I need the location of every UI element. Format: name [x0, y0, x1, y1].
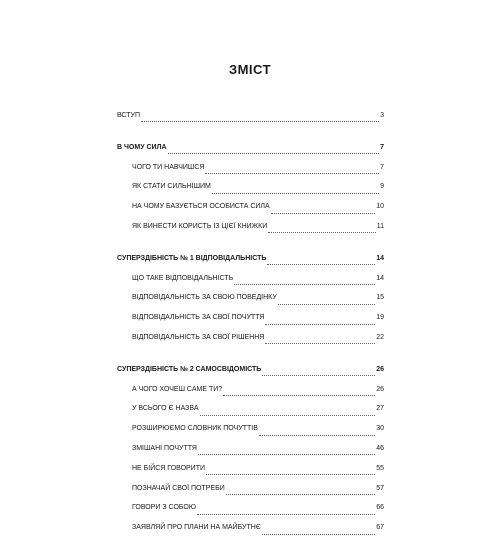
toc-leader-dots: [268, 226, 375, 233]
toc-entry-label: ГОВОРИ З СОБОЮ: [132, 504, 196, 512]
toc-entry-page: 57: [376, 484, 384, 492]
toc-leader-dots: [223, 389, 375, 396]
toc-entry[interactable]: [117, 459, 384, 479]
toc-leader-dots: [206, 468, 375, 475]
toc-entry-label: А ЧОГО ХОЧЕШ САМЕ ТИ?: [132, 385, 223, 393]
toc-entry[interactable]: [117, 217, 384, 237]
toc-entry-label: РОЗШИРЮЄМО СЛОВНИК ПОЧУТТІВ: [132, 425, 258, 433]
toc-entry[interactable]: [117, 399, 384, 419]
toc-entry[interactable]: [117, 380, 384, 400]
toc-entry-page: 3: [380, 112, 384, 119]
toc-entry-page: 11: [376, 222, 384, 230]
toc-entry[interactable]: [117, 328, 384, 348]
toc-section-page: 26: [376, 365, 384, 373]
toc-section-label: СУПЕРЗДІБНІСТЬ № 2 САМОСВІДОМІСТЬ: [117, 365, 262, 373]
toc-entry-page: 22: [376, 333, 384, 341]
toc-entry[interactable]: [117, 419, 384, 439]
toc-entry-label: У ВСЬОГО Є НАЗВА: [132, 405, 199, 413]
toc-entry-page: 46: [376, 444, 384, 452]
toc-entry-page: 55: [376, 464, 384, 472]
page-title: ЗМІСТ: [228, 62, 272, 77]
toc-entry[interactable]: [117, 479, 384, 499]
toc-entry-label: ЗМІШАНІ ПОЧУТТЯ: [132, 444, 197, 452]
toc-leader-dots: [234, 278, 375, 285]
toc-entry-label: ЯК СТАТИ СИЛЬНІШИМ: [132, 183, 211, 191]
toc-entry[interactable]: [117, 288, 384, 308]
toc-entry-page: 19: [376, 314, 384, 322]
toc-entry-label: ВІДПОВІДАЛЬНІСТЬ ЗА СВОЇ РІШЕННЯ: [132, 333, 265, 341]
toc-section-page: 14: [376, 254, 384, 262]
toc-leader-dots: [205, 167, 379, 174]
toc-section-page: 7: [380, 143, 384, 151]
toc-entry-label: ВІДПОВІДАЛЬНІСТЬ ЗА СВОЮ ПОВЕДІНКУ: [132, 294, 277, 302]
toc-section[interactable]: [117, 360, 384, 380]
toc-leader-dots: [271, 207, 376, 214]
toc-entry[interactable]: [117, 439, 384, 459]
toc-entry-page: 30: [376, 425, 384, 433]
toc-entry-label: ВІДПОВІДАЛЬНІСТЬ ЗА СВОЇ ПОЧУТТЯ: [132, 314, 265, 322]
toc-entry[interactable]: [117, 308, 384, 328]
toc-leader-dots: [168, 147, 380, 154]
toc-section-label: СУПЕРЗДІБНІСТЬ № 1 ВІДПОВІДАЛЬНІСТЬ: [117, 254, 267, 262]
toc-section[interactable]: [117, 138, 384, 158]
toc-leader-dots: [262, 369, 375, 376]
toc-leader-dots: [265, 337, 375, 344]
toc-section[interactable]: [117, 249, 384, 269]
toc-leader-dots: [265, 318, 375, 325]
toc-entry-page: 7: [380, 163, 384, 171]
toc-entry-page: 9: [380, 183, 384, 191]
toc-entry[interactable]: [117, 197, 384, 217]
toc-entry[interactable]: [117, 498, 384, 518]
toc-entry-label: ВСТУП: [117, 112, 141, 119]
toc-entry-label: НА ЧОМУ БАЗУЄТЬСЯ ОСОБИСТА СИЛА: [132, 203, 270, 211]
toc-leader-dots: [278, 298, 375, 305]
toc-entry-label: ЗАЯВЛЯЙ ПРО ПЛАНИ НА МАЙБУТНЄ: [132, 524, 261, 532]
toc-leader-dots: [141, 115, 379, 122]
toc-leader-dots: [198, 448, 375, 455]
toc-entry-page: 15: [376, 294, 384, 302]
toc-leader-dots: [226, 488, 375, 495]
toc-leader-dots: [197, 508, 375, 515]
toc-entry[interactable]: [117, 177, 384, 197]
toc-leader-dots: [212, 187, 379, 194]
toc-entry-label: ПОЗНАЧАЙ СВОЇ ПОТРЕБИ: [132, 484, 225, 492]
toc-entry-page: 27: [376, 405, 384, 413]
toc-entry-page: 10: [376, 203, 384, 211]
toc-leader-dots: [259, 429, 375, 436]
toc-entry-label: ЯК ВИНЕСТИ КОРИСТЬ ІЗ ЦІЄЇ КНИЖКИ: [132, 222, 268, 230]
toc-entry[interactable]: [117, 518, 384, 538]
toc-leader-dots: [200, 409, 376, 416]
toc-leader-dots: [267, 258, 375, 265]
table-of-contents: [117, 106, 384, 538]
toc-entry-label: ЩО ТАКЕ ВІДПОВІДАЛЬНІСТЬ: [132, 274, 234, 282]
toc-entry-label: НЕ БІЙСЯ ГОВОРИТИ: [132, 464, 206, 472]
toc-section-label: В ЧОМУ СИЛА: [117, 143, 167, 151]
toc-entry-page: 66: [376, 504, 384, 512]
toc-entry-page: 67: [376, 524, 384, 532]
toc-entry[interactable]: [117, 106, 384, 126]
toc-entry-label: ЧОГО ТИ НАВЧИШСЯ: [132, 163, 205, 171]
toc-entry-page: 14: [376, 274, 384, 282]
toc-entry-page: 26: [376, 385, 384, 393]
toc-entry[interactable]: [117, 158, 384, 178]
toc-entry[interactable]: [117, 269, 384, 289]
toc-leader-dots: [262, 528, 375, 535]
